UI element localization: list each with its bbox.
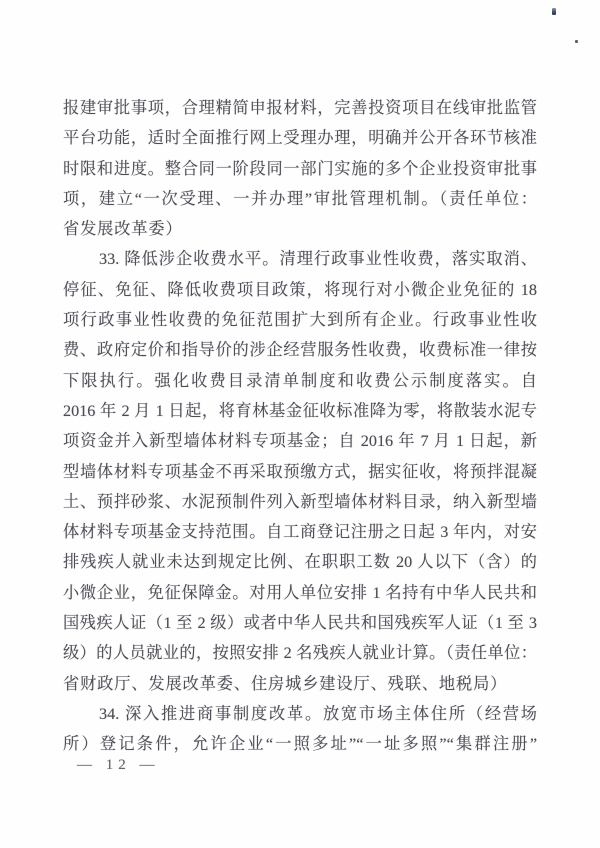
text-line: 33. 降低涉企收费水平。清理行政事业性收费，落实取消、 xyxy=(99,250,537,269)
text-line: 项资金并入新型墙体材料专项基金；自 2016 年 7 月 1 日起，新 xyxy=(63,432,537,451)
paragraph xyxy=(63,244,537,698)
text-line: 省财政厅、发展改革委、住房城乡建设厅、残联、地税局） xyxy=(63,674,508,693)
text-line: 型墙体材料专项基金不再采取预缴方式，据实征收，将预拌混凝 xyxy=(63,462,537,481)
scan-artifact-icon xyxy=(575,40,578,43)
text-line: 排残疾人就业未达到规定比例、在职职工数 20 人以下（含）的 xyxy=(63,553,537,572)
text-line: 下限执行。强化收费目录清单制度和收费公示制度落实。自 xyxy=(63,371,537,390)
paragraph xyxy=(63,699,537,760)
text-line: 费、政府定价和指导价的涉企经营服务性收费，收费标准一律按 xyxy=(63,341,537,360)
text-line: 平台功能，适时全面推行网上受理办理，明确并公开各环节核准 xyxy=(63,129,537,148)
text-line: 34. 深入推进商事制度改革。放宽市场主体住所（经营场 xyxy=(99,704,537,723)
text-line: 土、预拌砂浆、水泥预制件列入新型墙体材料目录，纳入新型墙 xyxy=(63,492,537,511)
scan-artifact-icon xyxy=(552,8,556,15)
text-line: 项，建立“一次受理、一并办理”审批管理机制。（责任单位： xyxy=(63,189,537,208)
text-line: 项行政事业性收费的免征范围扩大到所有企业。行政事业性收 xyxy=(63,311,537,330)
document-body xyxy=(63,93,537,760)
page-number: — 12 — xyxy=(77,757,160,773)
text-line: 级）的人员就业的，按照安排 2 名残疾人就业计算。（责任单位： xyxy=(63,644,537,663)
text-line: 体材料专项基金支持范围。自工商登记注册之日起 3 年内，对安 xyxy=(63,523,537,542)
text-line: 省发展改革委） xyxy=(63,220,183,239)
paragraph xyxy=(63,93,537,244)
text-line: 2016 年 2 月 1 日起，将育林基金征收标准降为零，将散装水泥专 xyxy=(63,401,537,420)
text-line: 停征、免征、降低收费项目政策，将现行对小微企业免征的 18 xyxy=(63,280,537,299)
text-line: 时限和进度。整合同一阶段同一部门实施的多个企业投资审批事 xyxy=(63,159,537,178)
text-line: 所）登记条件，允许企业“一照多址”“一址多照”“集群注册” xyxy=(63,735,537,754)
text-line: 报建审批事项，合理精简申报材料，完善投资项目在线审批监管 xyxy=(63,99,537,117)
text-line: 小微企业，免征保障金。对用人单位安排 1 名持有中华人民共和 xyxy=(63,583,537,602)
text-line: 国残疾人证（1 至 2 级）或者中华人民共和国残疾军人证（1 至 3 xyxy=(63,614,537,633)
